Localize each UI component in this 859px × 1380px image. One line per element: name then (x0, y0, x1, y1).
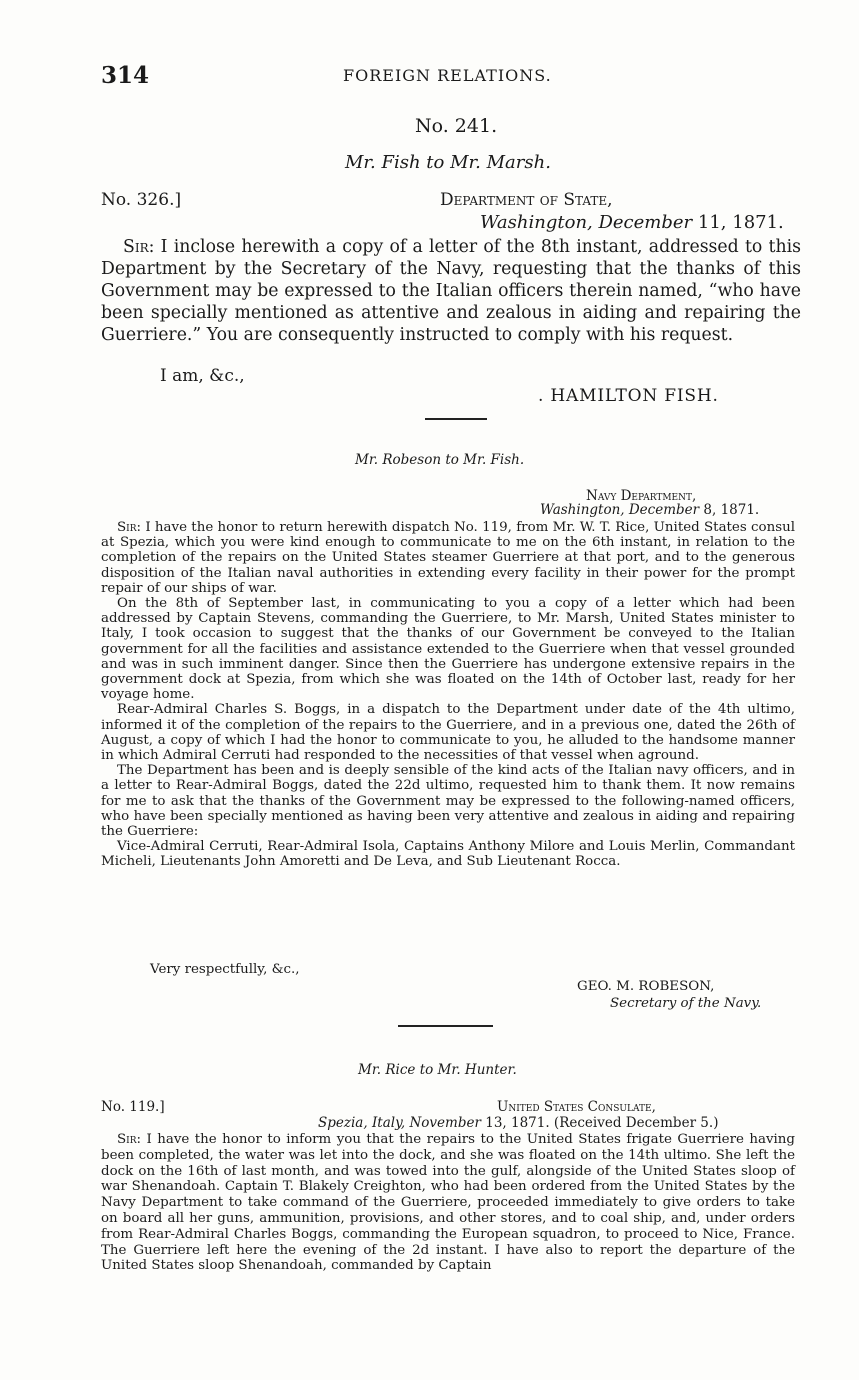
letter-reference-number: No. 326.] (101, 190, 182, 210)
paragraph: On the 8th of September last, in communicating to you a copy of a letter which had been addressed by Captain Stevens, commanding the Guerriere, to Mr. Marsh, United States minister to Italy, I took occasion to suggest that the thanks of our Government be conveyed to the Italian government for all the facilities and assistance extended to the Guerriere when that vessel grounded and was in such imminent danger. Since then the Guerriere has undergone extensive repairs in the government dock at Spezia, from which she was floated on the 14th of October last, ready for her voyage home. (101, 596, 795, 703)
salutation: Sir: (117, 520, 142, 535)
salutation: Sir: (117, 1132, 142, 1147)
document-number: No. 241. (415, 115, 498, 137)
date-place: Washington, December (540, 502, 700, 518)
date-day: 8, 1871. (703, 502, 760, 518)
section-divider (425, 418, 487, 420)
paragraph: Rear-Admiral Charles S. Boggs, in a dispatch to the Department under date of the 4th ultimo, informed it of the completion of the repairs to the Guerriere, and in a previous one, dated the 26th of August, a copy of which I had the honor to communicate to you, he alluded to the handsome manner in which Admiral Cerruti had responded to the necessities of that vessel when aground. (101, 702, 795, 764)
running-head: FOREIGN RELATIONS. (343, 66, 552, 85)
signature-robeson: GEO. M. ROBESON, (577, 979, 715, 994)
letter-date-place: Washington, December (480, 212, 693, 233)
sender-consulate: United States Consulate, (497, 1099, 656, 1115)
letter-body-rice-hunter (101, 1132, 795, 1274)
section-divider (398, 1025, 493, 1027)
body-text: I have the honor to inform you that the repairs to the United States frigate Guerriere having been completed, the water was let into the dock, and she was floated on the 14th ultimo. She left the dock on the 16th of last month, and was towed into the gulf, alongside of the United States sloop of war Shenandoah. Captain T. Blakely Creighton, who had been ordered from the United States by the Navy Department to take command of the Guerriere, proceeded immediately to give orders to take on board all her guns, ammunition, provisions, and other stores, and to coal ship, and, under orders from Rear-Admiral Charles Boggs, commanding the European squadron, to proceed to Nice, France. The Guerriere left here the evening of the 2d instant. I have also to report the departure of the United States sloop Shenandoah, commanded by Captain (101, 1132, 795, 1274)
letter-title-rice-hunter: Mr. Rice to Mr. Hunter. (358, 1062, 517, 1078)
page-number: 314 (101, 62, 150, 89)
salutation: Sir: (123, 237, 155, 257)
closing: Very respectfully, &c., (150, 962, 300, 977)
closing: I am, &c., (160, 366, 245, 386)
letter-body-robeson-fish (101, 520, 795, 870)
letter-date-navy (540, 502, 759, 518)
letter-title-robeson-fish: Mr. Robeson to Mr. Fish. (355, 452, 525, 468)
letter-title-fish-marsh: Mr. Fish to Mr. Marsh. (345, 152, 551, 173)
body-text: I inclose herewith a copy of a letter of the 8th instant, addressed to this Department by the Secretary of the Navy, requesting that the thanks of this Government may be expressed to the Italian officers therein named, “who have been specially mentioned as attentive and zealous in aiding and repairing the Guerriere.” You are consequently instructed to comply with his request. (101, 237, 801, 345)
date-day: 13, 1871. (Received December 5.) (485, 1115, 719, 1131)
date-place: Spezia, Italy, November (318, 1115, 481, 1131)
paragraph: The Department has been and is deeply sensible of the kind acts of the Italian navy officers, and in a letter to Rear-Admiral Boggs, dated the 22d ultimo, requested him to thank them. It now remains for me to ask that the thanks of the Government may be expressed to the following-named officers, who have been specially mentioned as having been very attentive and zealous in aiding and repairing the Guerriere: (101, 763, 795, 840)
paragraph: Sir: I have the honor to return herewith dispatch No. 119, from Mr. W. T. Rice, United States consul at Spezia, which you were kind enough to communicate to me on the 6th instant, in relation to the completion of the repairs on the United States steamer Guerriere at that port, and to the generous disposition of the Italian naval authorities in extending every facility in their power for the prompt repair of our ships of war. (101, 520, 795, 596)
sender-department-navy: Navy Department, (586, 488, 697, 504)
officer-list: Vice-Admiral Cerruti, Rear-Admiral Isola, Captains Anthony Milore and Louis Merlin, Commandant Micheli, Lieutenants John Amoretti and De Leva, and Sub Lieutenant Rocca. (101, 839, 795, 870)
sender-department: Department of State, (440, 190, 613, 210)
signature-hamilton-fish: . HAMILTON FISH. (538, 386, 719, 406)
signature-title: Secretary of the Navy. (610, 996, 762, 1011)
letter-date (480, 212, 784, 233)
letter-reference-number: No. 119.] (101, 1099, 165, 1115)
letter-date-day: 11, 1871. (697, 212, 784, 233)
letter-date-consulate (318, 1115, 718, 1131)
letter-body-fish-marsh (101, 236, 801, 346)
